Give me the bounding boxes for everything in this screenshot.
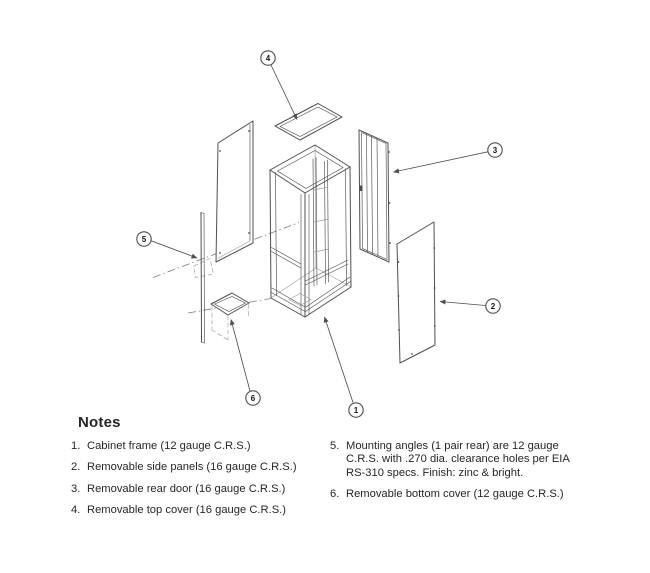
note-item-6 bbox=[330, 488, 582, 501]
note-item-2 bbox=[71, 461, 333, 474]
callout-1-number: 1 bbox=[353, 406, 359, 415]
note-number: 1. bbox=[71, 440, 81, 452]
notes-heading: Notes bbox=[78, 414, 121, 431]
callout-4-number: 4 bbox=[265, 54, 271, 63]
callout-5-number: 5 bbox=[141, 235, 147, 244]
notes-column-right bbox=[330, 440, 582, 510]
note-number: 4. bbox=[71, 504, 81, 517]
note-number: 5. bbox=[330, 440, 340, 452]
note-item-3 bbox=[71, 483, 333, 496]
callout-2-number: 2 bbox=[490, 302, 496, 311]
note-number: 6. bbox=[330, 488, 340, 501]
note-text: Removable bottom cover (12 gauge C.R.S.) bbox=[346, 488, 564, 501]
note-text: Removable side panels (16 gauge C.R.S.) bbox=[87, 461, 297, 474]
note-item-1 bbox=[71, 440, 333, 453]
note-item-5 bbox=[330, 440, 582, 480]
callout-6-number: 6 bbox=[250, 394, 256, 403]
note-text: Cabinet frame (12 gauge C.R.S.) bbox=[87, 440, 251, 452]
notes-column-left bbox=[71, 440, 333, 526]
note-number: 2. bbox=[71, 461, 81, 474]
note-item-4 bbox=[71, 504, 333, 517]
note-text: Mounting angles (1 pair rear) are 12 gauge C.R.S. with .270 dia. clearance holes per EIA RS-310 specs. Finish: zinc & bright. bbox=[346, 440, 570, 479]
callout-3-number: 3 bbox=[492, 146, 498, 155]
note-text: Removable top cover (16 gauge C.R.S.) bbox=[87, 504, 286, 517]
note-number: 3. bbox=[71, 482, 81, 495]
note-text: Removable rear door (16 gauge C.R.S.) bbox=[87, 482, 286, 495]
